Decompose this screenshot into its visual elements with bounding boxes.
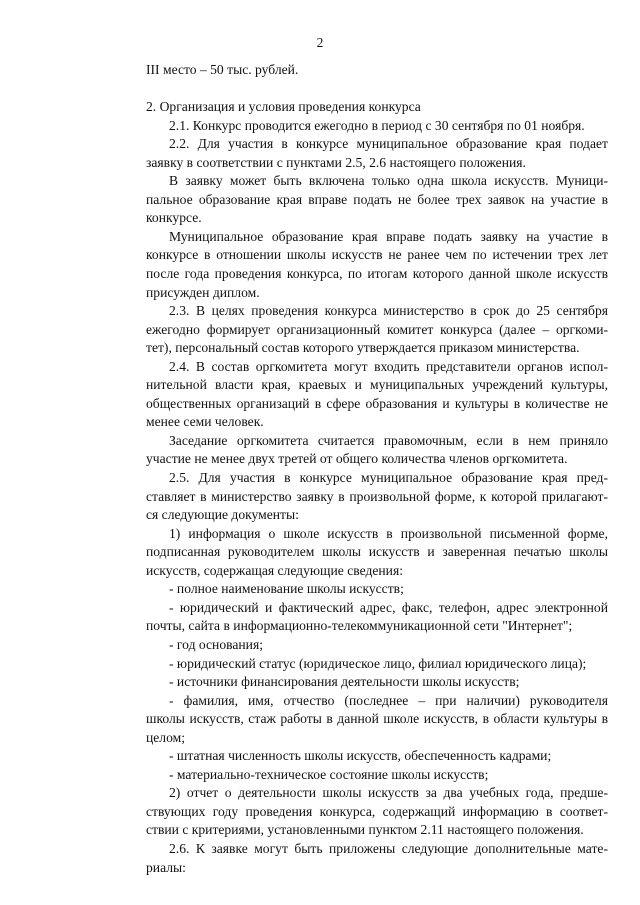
text-line: - фамилия, имя, отчество (последнее – при наличии) руководителя [169,692,608,708]
text-line: после года проведения конкурса, по итогам которого данной школе искусств [146,266,608,282]
text-line: 2.4. В состав оргкомитета могут входить представители органов испол- [169,358,608,374]
text-line: присужден диплом. [146,284,260,300]
text-line: школы искусств, стаж работы в данной школе искусств, в области культуры в [146,711,608,727]
text-line: - юридический статус (юридическое лицо, филиал юридического лица); [169,655,587,671]
text-line: - материально-техническое состояние школы искусств; [169,766,489,782]
text-line: 2.3. В целях проведения конкурса министерство в срок до 25 сентября [169,303,608,319]
text-line: ствии с критериями, установленными пунктом 2.11 настоящего положения. [146,822,584,838]
text-line: почты, сайта в информационно-телекоммуникационной сети "Интернет"; [146,618,573,634]
text-line: ежегодно формирует организационный комитет конкурса (далее – оргкоми- [146,321,608,337]
text-line: ставляет в министерство заявку в произвольной форме, к которой прилагают- [146,488,608,504]
text-line: конкурсе в отношении школы искусств не ранее чем по истечении трех лет [146,247,608,263]
text-line: общественных организаций в сфере образования и культуры в количестве не [146,395,608,411]
text-line: искусств, содержащая следующие сведения: [146,562,403,578]
text-line: заявку в соответствии с пунктами 2.5, 2.6 настоящего положения. [146,154,526,170]
text-line: - источники финансирования деятельности школы искусств; [169,674,520,690]
text-line: менее семи человек. [146,414,264,430]
text-line: ствующих году проведения конкурса, содержащий информацию в соответ- [146,803,608,819]
text-line: - юридический и фактический адрес, факс, телефон, адрес электронной [169,599,608,615]
text-line: пальное образование края вправе подать не более трех заявок на участие в [146,191,608,207]
text-line: 2. Организация и условия проведения конкурса [146,99,421,115]
text-line: нительной власти края, краевых и муниципальных учреждений культуры, [146,377,608,393]
text-line: участие не менее двух третей от общего количества членов оргкомитета. [146,451,568,467]
document-body [146,61,608,877]
text-line: III место – 50 тыс. рублей. [146,62,299,77]
text-line: 2.5. Для участия в конкурсе муниципальное образование края пред- [169,470,608,486]
text-line: - полное наименование школы искусств; [169,581,404,597]
page-number: 2 [316,35,324,50]
text-line: целом; [146,729,186,745]
text-line: подписанная руководителем школы искусств и заверенная печатью школы [146,544,608,560]
text-line: Заседание оргкомитета считается правомочным, если в нем приняло [169,432,608,448]
text-line: Муниципальное образование края вправе подать заявку на участие в [169,228,608,244]
text-line: 2) отчет о деятельности школы искусств за два учебных года, предше- [169,785,608,801]
text-line: 2.1. Конкурс проводится ежегодно в период с 30 сентября по 01 ноября. [169,117,585,133]
text-line: - год основания; [169,636,263,652]
text-line: 2.6. К заявке могут быть приложены следующие дополнительные мате- [169,840,608,856]
text-line: 2.2. Для участия в конкурсе муниципальное образование края подает [169,136,608,152]
text-line: В заявку может быть включена только одна школа искусств. Муници- [169,173,608,189]
text-line: ся следующие документы: [146,507,299,523]
text-line: конкурсе. [146,210,202,226]
text-line: риалы: [146,859,186,875]
text-line: тет), персональный состав которого утверждается приказом министерства. [146,340,580,356]
blank-line [146,80,608,99]
text-line: 1) информация о школе искусств в произвольной письменной форме, [169,525,608,541]
text-line: - штатная численность школы искусств, обеспеченность кадрами; [169,748,552,764]
